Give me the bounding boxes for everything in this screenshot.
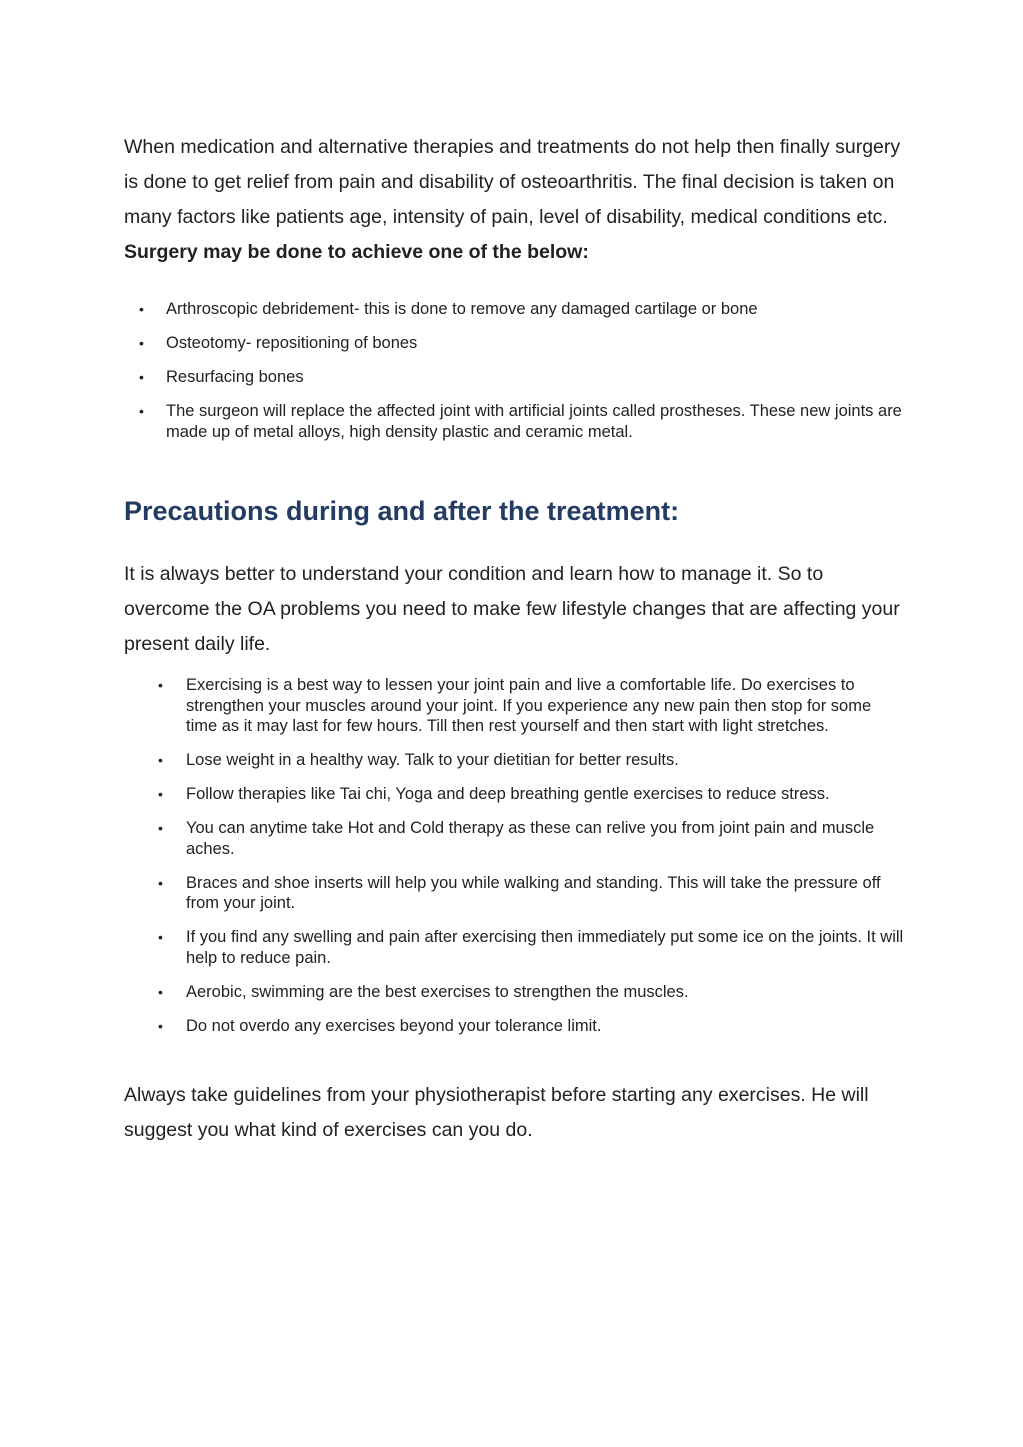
bullet-icon: • — [158, 677, 163, 693]
bullet-icon: • — [158, 1017, 163, 1034]
list-item: • Braces and shoe inserts will help you while walking and standing. This will take the pressure off from your joint. — [158, 873, 881, 912]
bullet-icon: • — [158, 820, 163, 836]
bullet-icon: • — [158, 874, 163, 891]
bullet-icon: • — [158, 786, 163, 802]
list-item: • Follow therapies like Tai chi, Yoga and deep breathing gentle exercises to reduce stress. — [158, 785, 830, 803]
list-item: • Exercising is a best way to lessen your joint pain and live a comfortable life. Do exercises to strengthen your muscles around your joint. If you experience any new pain then stop for some time as it may last for few hours. Till then rest yourself and then start with light stretches. — [158, 676, 872, 735]
list-item: • Osteotomy- repositioning of bones — [139, 334, 418, 352]
list-item: • If you find any swelling and pain after exercising then immediately put some ice on the joints. It will help to reduce pain. — [158, 928, 904, 967]
list-item: • Aerobic, swimming are the best exercises to strengthen the muscles. — [158, 982, 689, 1001]
precautions-list — [158, 675, 906, 1050]
bullet-icon: • — [158, 752, 163, 768]
bullet-icon: • — [139, 403, 144, 419]
bullet-icon: • — [139, 369, 144, 385]
closing-paragraph: Always take guidelines from your physiotherapist before starting any exercises. He will suggest you what kind of exercises can you do. — [124, 1084, 869, 1141]
list-item: • Do not overdo any exercises beyond your tolerance limit. — [158, 1016, 602, 1035]
bullet-icon: • — [139, 335, 144, 351]
bullet-icon: • — [158, 983, 163, 1000]
list-item: • Resurfacing bones — [139, 368, 304, 386]
precautions-heading: Precautions during and after the treatment: — [124, 496, 680, 526]
surgery-intro-paragraph — [124, 130, 904, 270]
list-item: • The surgeon will replace the affected joint with artificial joints called prostheses. These new joints are made up of metal alloys, high density plastic and ceramic metal. — [139, 402, 902, 441]
surgery-options-list — [139, 299, 911, 456]
bullet-icon: • — [158, 929, 163, 945]
surgery-intro-bold: Surgery may be done to achieve one of the below: — [124, 241, 589, 263]
list-item: • Lose weight in a healthy way. Talk to your dietitian for better results. — [158, 751, 679, 769]
surgery-intro-text: When medication and alternative therapies and treatments do not help then finally surgery is done to get relief from pain and disability of osteoarthritis. The final decision is taken on many factors like patients age, intensity of pain, level of disability, medical conditions etc. — [124, 136, 901, 228]
list-item: • You can anytime take Hot and Cold therapy as these can relive you from joint pain and muscle aches. — [158, 819, 875, 858]
bullet-icon: • — [139, 301, 144, 317]
list-item: • Arthroscopic debridement- this is done to remove any damaged cartilage or bone — [139, 300, 758, 318]
precautions-intro-paragraph: It is always better to understand your condition and learn how to manage it. So to overcome the OA problems you need to make few lifestyle changes that are affecting your present daily life. — [124, 563, 900, 655]
